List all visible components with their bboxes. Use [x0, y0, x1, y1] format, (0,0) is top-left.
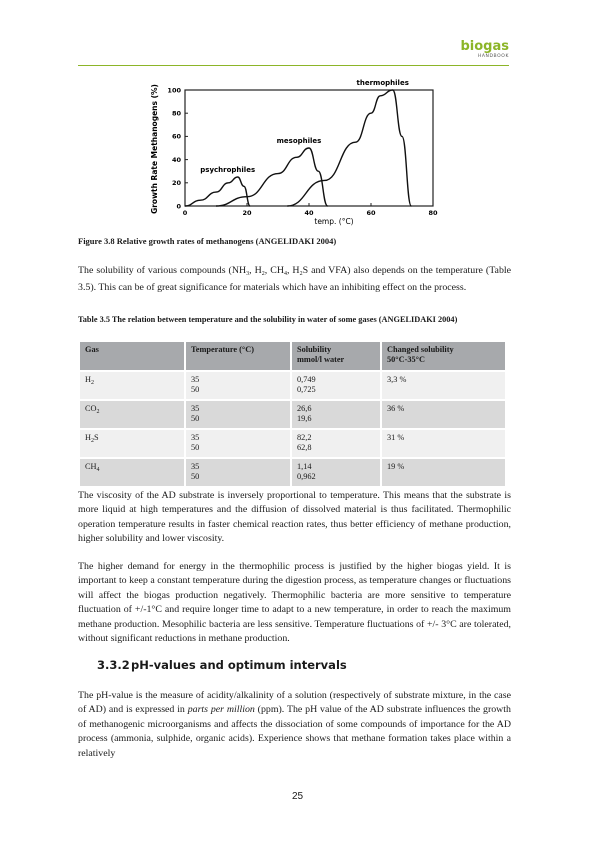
- gas-formula: H: [85, 433, 91, 442]
- series-line-psychrophiles: [185, 177, 250, 206]
- series-label-psychrophiles: psychrophiles: [200, 166, 256, 174]
- x-tick-label: 80: [428, 209, 438, 217]
- temp-value: 50: [191, 385, 200, 395]
- para4-text: (ppm). The pH value of the AD substrate influences the growth of methanogenic microorganisms and affects the dissociation of some compounds of importance for the AD process (ammonia, sulphide, organic acids). Experience shows that methane formation takes place within a relatively: [78, 704, 511, 759]
- y-tick-label: 20: [171, 179, 181, 188]
- brand-logo: [460, 40, 509, 60]
- header-changed-solubility: [382, 342, 505, 370]
- y-tick-label: 0: [176, 202, 181, 211]
- figure-caption: Figure 3.8 Relative growth rates of methanogens (ANGELIDAKI 2004): [78, 236, 337, 246]
- x-tick-label: 40: [304, 209, 314, 217]
- temp-value: 35: [191, 433, 200, 442]
- cell-gas: [80, 459, 184, 486]
- para1-text: , H: [286, 265, 300, 276]
- series-labels: [200, 79, 409, 174]
- paragraph-solubility: [78, 264, 511, 296]
- cell-temperature: [186, 430, 290, 457]
- gas-suffix: S: [94, 433, 99, 442]
- cell-gas: [80, 372, 184, 399]
- para1-text: The solubility of various compounds (NH: [78, 265, 247, 276]
- solubility-value: 19,6: [297, 414, 312, 424]
- para1-text: S and VFA) also depends on the temperature (Table 3.5). This can be of great significance for materials which have an inhibiting effect on the process.: [78, 265, 512, 294]
- growth-rate-chart: [145, 79, 445, 228]
- y-tick-label: 60: [171, 132, 181, 141]
- gas-formula: CO: [85, 404, 97, 413]
- y-axis-label: Growth Rate Methanogens (%): [150, 84, 159, 214]
- y-tick-label: 100: [167, 86, 181, 95]
- cell-gas: [80, 401, 184, 428]
- x-tick-label: 0: [182, 209, 188, 217]
- table-row: [80, 372, 505, 399]
- cell-temperature: [186, 401, 290, 428]
- para1-text: , CH: [264, 265, 284, 276]
- header-rule: [78, 65, 509, 66]
- para1-text: , H: [249, 265, 262, 276]
- cell-change: 36 %: [382, 401, 505, 428]
- brand-subtitle: HANDBOOK: [477, 54, 509, 59]
- header-gas: Gas: [80, 342, 184, 370]
- x-tick-label: 20: [242, 209, 252, 217]
- temp-value: 50: [191, 414, 200, 424]
- x-axis-label: temp. (°C): [314, 217, 354, 226]
- gas-subscript: 2: [91, 438, 94, 444]
- paragraph-energy-demand: The higher demand for energy in the thermophilic process is justified by the higher biogas yield. It is important to keep a constant temperature during the digestion process, as temperature changes or fluctuations will affect the biogas production negatively. Thermophilic bacteria are more sensitive to temperature fluctuation of +/-1°C and require longer time to adapt to a new temperature, in order to reach the maximum methane production. Mesophilic bacteria are less sensitive. Temperature fluctuations of +/- 3°C are tolerated, without significant reductions in methane production.: [78, 561, 511, 645]
- cell-change: 19 %: [382, 459, 505, 486]
- temp-value: 35: [191, 375, 200, 384]
- table-row: [80, 459, 505, 486]
- solubility-table: [78, 340, 507, 488]
- page-number: 25: [291, 791, 304, 802]
- gas-subscript: 2: [96, 409, 100, 415]
- cell-solubility: [292, 430, 380, 457]
- gas-formula: CH: [85, 462, 97, 471]
- gas-subscript: 2: [91, 380, 94, 386]
- x-tick-label: 60: [366, 209, 376, 217]
- section-number: 3.3.2: [97, 658, 130, 672]
- solubility-value: 0,725: [297, 385, 316, 395]
- paragraph-viscosity: The viscosity of the AD substrate is inversely proportional to temperature. This means that the substrate is more liquid at high temperatures and the diffusion of dissolved material is thus facilitated. Thermophilic operation temperature results in faster chemical reaction rates, thus better efficiency of methane production, higher solubility and lower viscosity.: [78, 490, 511, 545]
- temp-value: 35: [191, 462, 200, 471]
- series-label-mesophiles: mesophiles: [276, 137, 322, 145]
- temp-value: 50: [191, 443, 200, 453]
- table-header-row: [80, 342, 505, 370]
- solubility-value: 0,962: [297, 472, 316, 482]
- table-caption: Table 3.5 The relation between temperature and the solubility in water of some gases (ANGELIDAKI 2004): [78, 315, 458, 324]
- para1-sub: 3: [246, 271, 250, 277]
- solubility-value: 0,749: [297, 375, 316, 384]
- brand-name: biogas: [460, 39, 509, 54]
- header-temperature: Temperature (°C): [186, 342, 290, 370]
- cell-gas: [80, 430, 184, 457]
- solubility-value: 26,6: [297, 404, 312, 413]
- gas-subscript: 4: [96, 467, 100, 473]
- gas-formula: H: [85, 375, 91, 384]
- cell-solubility: [292, 401, 380, 428]
- header-solubility-line1: Solubility: [297, 345, 332, 354]
- temp-value: 50: [191, 472, 200, 482]
- table-row: [80, 401, 505, 428]
- series-line-mesophiles: [216, 148, 328, 206]
- header-changed-line2: 50°C-35°C: [387, 355, 425, 364]
- section-heading: [97, 658, 347, 672]
- solubility-value: 62,8: [297, 443, 312, 453]
- table-row: [80, 430, 505, 457]
- section-title: pH-values and optimum intervals: [131, 658, 347, 672]
- header-solubility: [292, 342, 380, 370]
- cell-temperature: [186, 459, 290, 486]
- cell-solubility: [292, 372, 380, 399]
- header-solubility-line2: mmol/l water: [297, 355, 345, 364]
- paragraph-ph: [78, 689, 511, 761]
- cell-temperature: [186, 372, 290, 399]
- cell-change: 31 %: [382, 430, 505, 457]
- series-line-thermophiles: [287, 90, 411, 206]
- para4-italic: parts per million: [187, 704, 255, 716]
- header-changed-line1: Changed solubility: [387, 345, 454, 354]
- para4-text: The pH-value is the measure of acidity/alkalinity of a solution (respectively of substrate mixture, in the case of AD) and is expressed in: [78, 690, 511, 716]
- y-tick-label: 80: [171, 109, 181, 118]
- y-tick-label: 40: [171, 155, 181, 164]
- para1-sub: 2: [261, 271, 265, 277]
- cell-change: 3,3 %: [382, 372, 505, 399]
- chart-series: [185, 90, 411, 206]
- series-label-thermophiles: thermophiles: [356, 79, 409, 87]
- solubility-value: 82,2: [297, 433, 312, 442]
- temp-value: 35: [191, 404, 200, 413]
- solubility-value: 1,14: [297, 462, 312, 471]
- para1-sub: 2: [299, 271, 303, 277]
- para1-sub: 4: [283, 271, 287, 277]
- cell-solubility: [292, 459, 380, 486]
